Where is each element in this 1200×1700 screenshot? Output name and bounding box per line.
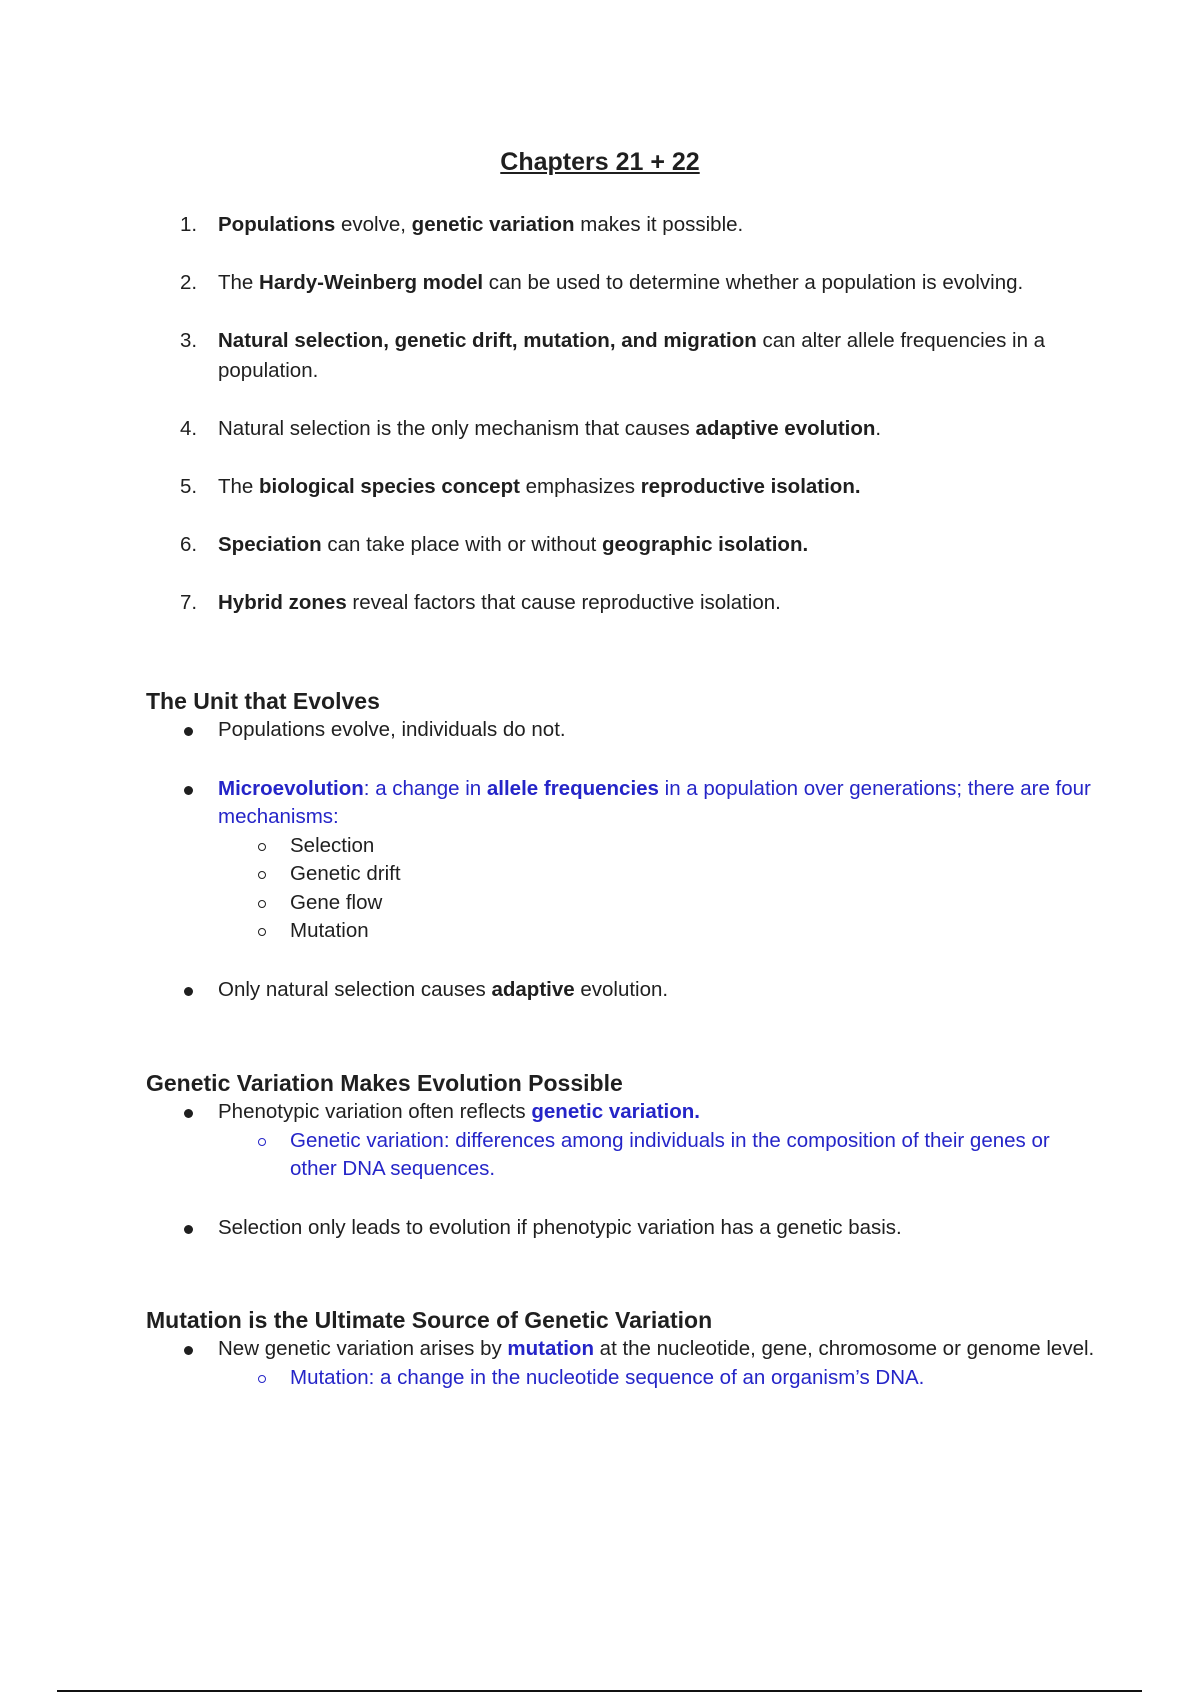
- sub-bullet-item: [218, 1364, 1100, 1393]
- bullet-dot-icon: [184, 727, 193, 736]
- bullet-dot-icon: [184, 1225, 193, 1234]
- numbered-item: [0, 588, 1200, 618]
- item-number: 6.: [180, 533, 198, 556]
- bullet-dot-icon: [184, 1109, 193, 1118]
- sub-bullet-item: [218, 917, 1100, 946]
- hollow-bullet-icon: [258, 1138, 266, 1146]
- hollow-bullet-icon: [258, 900, 266, 908]
- bold-term: adaptive: [491, 977, 575, 1001]
- sub-bullet-text: Genetic variation: differences among individuals in the composition of their genes or other DNA sequences.: [290, 1128, 1050, 1180]
- bold-term: Hardy-Weinberg model: [259, 271, 484, 294]
- sub-bullet-text: Mutation: [290, 919, 369, 942]
- bullet-list: [0, 716, 1200, 1004]
- bold-term: reproductive isolation.: [640, 475, 861, 498]
- footer-divider: [57, 1690, 1142, 1692]
- bold-term: adaptive evolution: [695, 417, 876, 440]
- numbered-item: [0, 530, 1200, 560]
- text-run: Only natural selection causes: [218, 977, 492, 1001]
- text-run: New genetic variation arises by: [218, 1337, 508, 1360]
- text-run: Populations evolve, individuals do not.: [218, 718, 566, 741]
- text-run: in a population over generations; there are four mechanisms:: [218, 776, 1091, 828]
- sub-bullet-item: [218, 889, 1100, 918]
- bold-term: Populations: [218, 213, 336, 236]
- bullet-item: [0, 1335, 1200, 1392]
- bold-term: Natural selection, genetic drift, mutation, and migration: [218, 329, 757, 352]
- sub-bullet-item: [218, 1127, 1100, 1184]
- text-run: : a change in: [363, 776, 487, 800]
- section-unit-that-evolves: [0, 686, 1200, 1004]
- bold-term: allele frequencies: [486, 776, 659, 800]
- sub-bullet-text: Selection: [290, 833, 375, 857]
- text-run: can be used to determine whether a population is evolving.: [483, 271, 1024, 294]
- page-title: Chapters 21 + 22: [500, 148, 700, 176]
- item-number: 4.: [180, 417, 198, 440]
- text-run: Phenotypic variation often reflects: [218, 1100, 532, 1123]
- section-heading: The Unit that Evolves: [146, 688, 380, 714]
- numbered-item: [0, 326, 1200, 386]
- bold-term: Speciation: [218, 533, 322, 556]
- bold-term: genetic variation.: [531, 1100, 700, 1123]
- section-heading: Mutation is the Ultimate Source of Genetic Variation: [146, 1307, 713, 1333]
- hollow-bullet-icon: [258, 843, 266, 851]
- sub-bullet-item: [218, 860, 1100, 889]
- section-mutation-source: [0, 1305, 1200, 1392]
- numbered-item: [0, 268, 1200, 298]
- numbered-item: [0, 210, 1200, 240]
- bullet-dot-icon: [184, 987, 193, 996]
- bullet-item: [0, 1098, 1200, 1184]
- bold-term: Microevolution: [218, 776, 364, 800]
- sub-bullet-item: [218, 832, 1100, 861]
- text-run: can take place with or without: [321, 533, 602, 556]
- text-run: .: [875, 417, 882, 440]
- text-run: evolve,: [335, 213, 412, 236]
- text-run: reveal factors that cause reproductive isolation.: [346, 591, 781, 614]
- sub-bullet-text: Genetic drift: [290, 862, 401, 885]
- text-run: at the nucleotide, gene, chromosome or genome level.: [593, 1337, 1095, 1360]
- bold-term: mutation: [507, 1337, 594, 1360]
- text-run: Natural selection is the only mechanism that causes: [218, 417, 696, 440]
- sub-bullet-list: [218, 1127, 1100, 1184]
- bold-term: geographic isolation.: [602, 533, 809, 556]
- hollow-bullet-icon: [258, 871, 266, 879]
- bold-term: genetic variation: [411, 213, 575, 236]
- sub-bullet-text: Gene flow: [290, 890, 383, 914]
- bullet-dot-icon: [184, 786, 193, 795]
- numbered-item: [0, 472, 1200, 502]
- text-run: emphasizes: [519, 475, 641, 498]
- numbered-item: [0, 414, 1200, 444]
- section-heading: Genetic Variation Makes Evolution Possible: [146, 1070, 623, 1096]
- text-run: can alter allele frequencies in a population.: [218, 329, 1046, 382]
- sub-bullet-list: [218, 1364, 1100, 1393]
- text-run: The: [218, 475, 260, 498]
- sub-bullet-list: [218, 832, 1100, 946]
- item-number: 1.: [180, 213, 198, 236]
- item-number: 5.: [180, 475, 198, 498]
- hollow-bullet-icon: [258, 1375, 266, 1383]
- bold-term: biological species concept: [259, 475, 520, 498]
- bullet-item: [0, 1214, 1200, 1243]
- bullet-list: [0, 1335, 1200, 1392]
- bullet-item: [0, 716, 1200, 745]
- text-run: Selection only leads to evolution if phenotypic variation has a genetic basis.: [218, 1215, 902, 1239]
- bullet-item: [0, 775, 1200, 946]
- item-number: 3.: [180, 329, 198, 352]
- text-run: evolution.: [574, 977, 669, 1001]
- item-number: 2.: [180, 271, 198, 294]
- section-genetic-variation: [0, 1068, 1200, 1242]
- bullet-list: [0, 1098, 1200, 1242]
- item-number: 7.: [180, 591, 198, 614]
- bullet-dot-icon: [184, 1346, 193, 1355]
- sub-bullet-text: Mutation: a change in the nucleotide sequence of an organism’s DNA.: [290, 1365, 925, 1389]
- key-concepts-list: [0, 210, 1200, 646]
- text-run: The: [218, 271, 260, 294]
- bullet-item: [0, 976, 1200, 1005]
- text-run: makes it possible.: [574, 213, 744, 236]
- hollow-bullet-icon: [258, 928, 266, 936]
- bold-term: Hybrid zones: [218, 591, 347, 614]
